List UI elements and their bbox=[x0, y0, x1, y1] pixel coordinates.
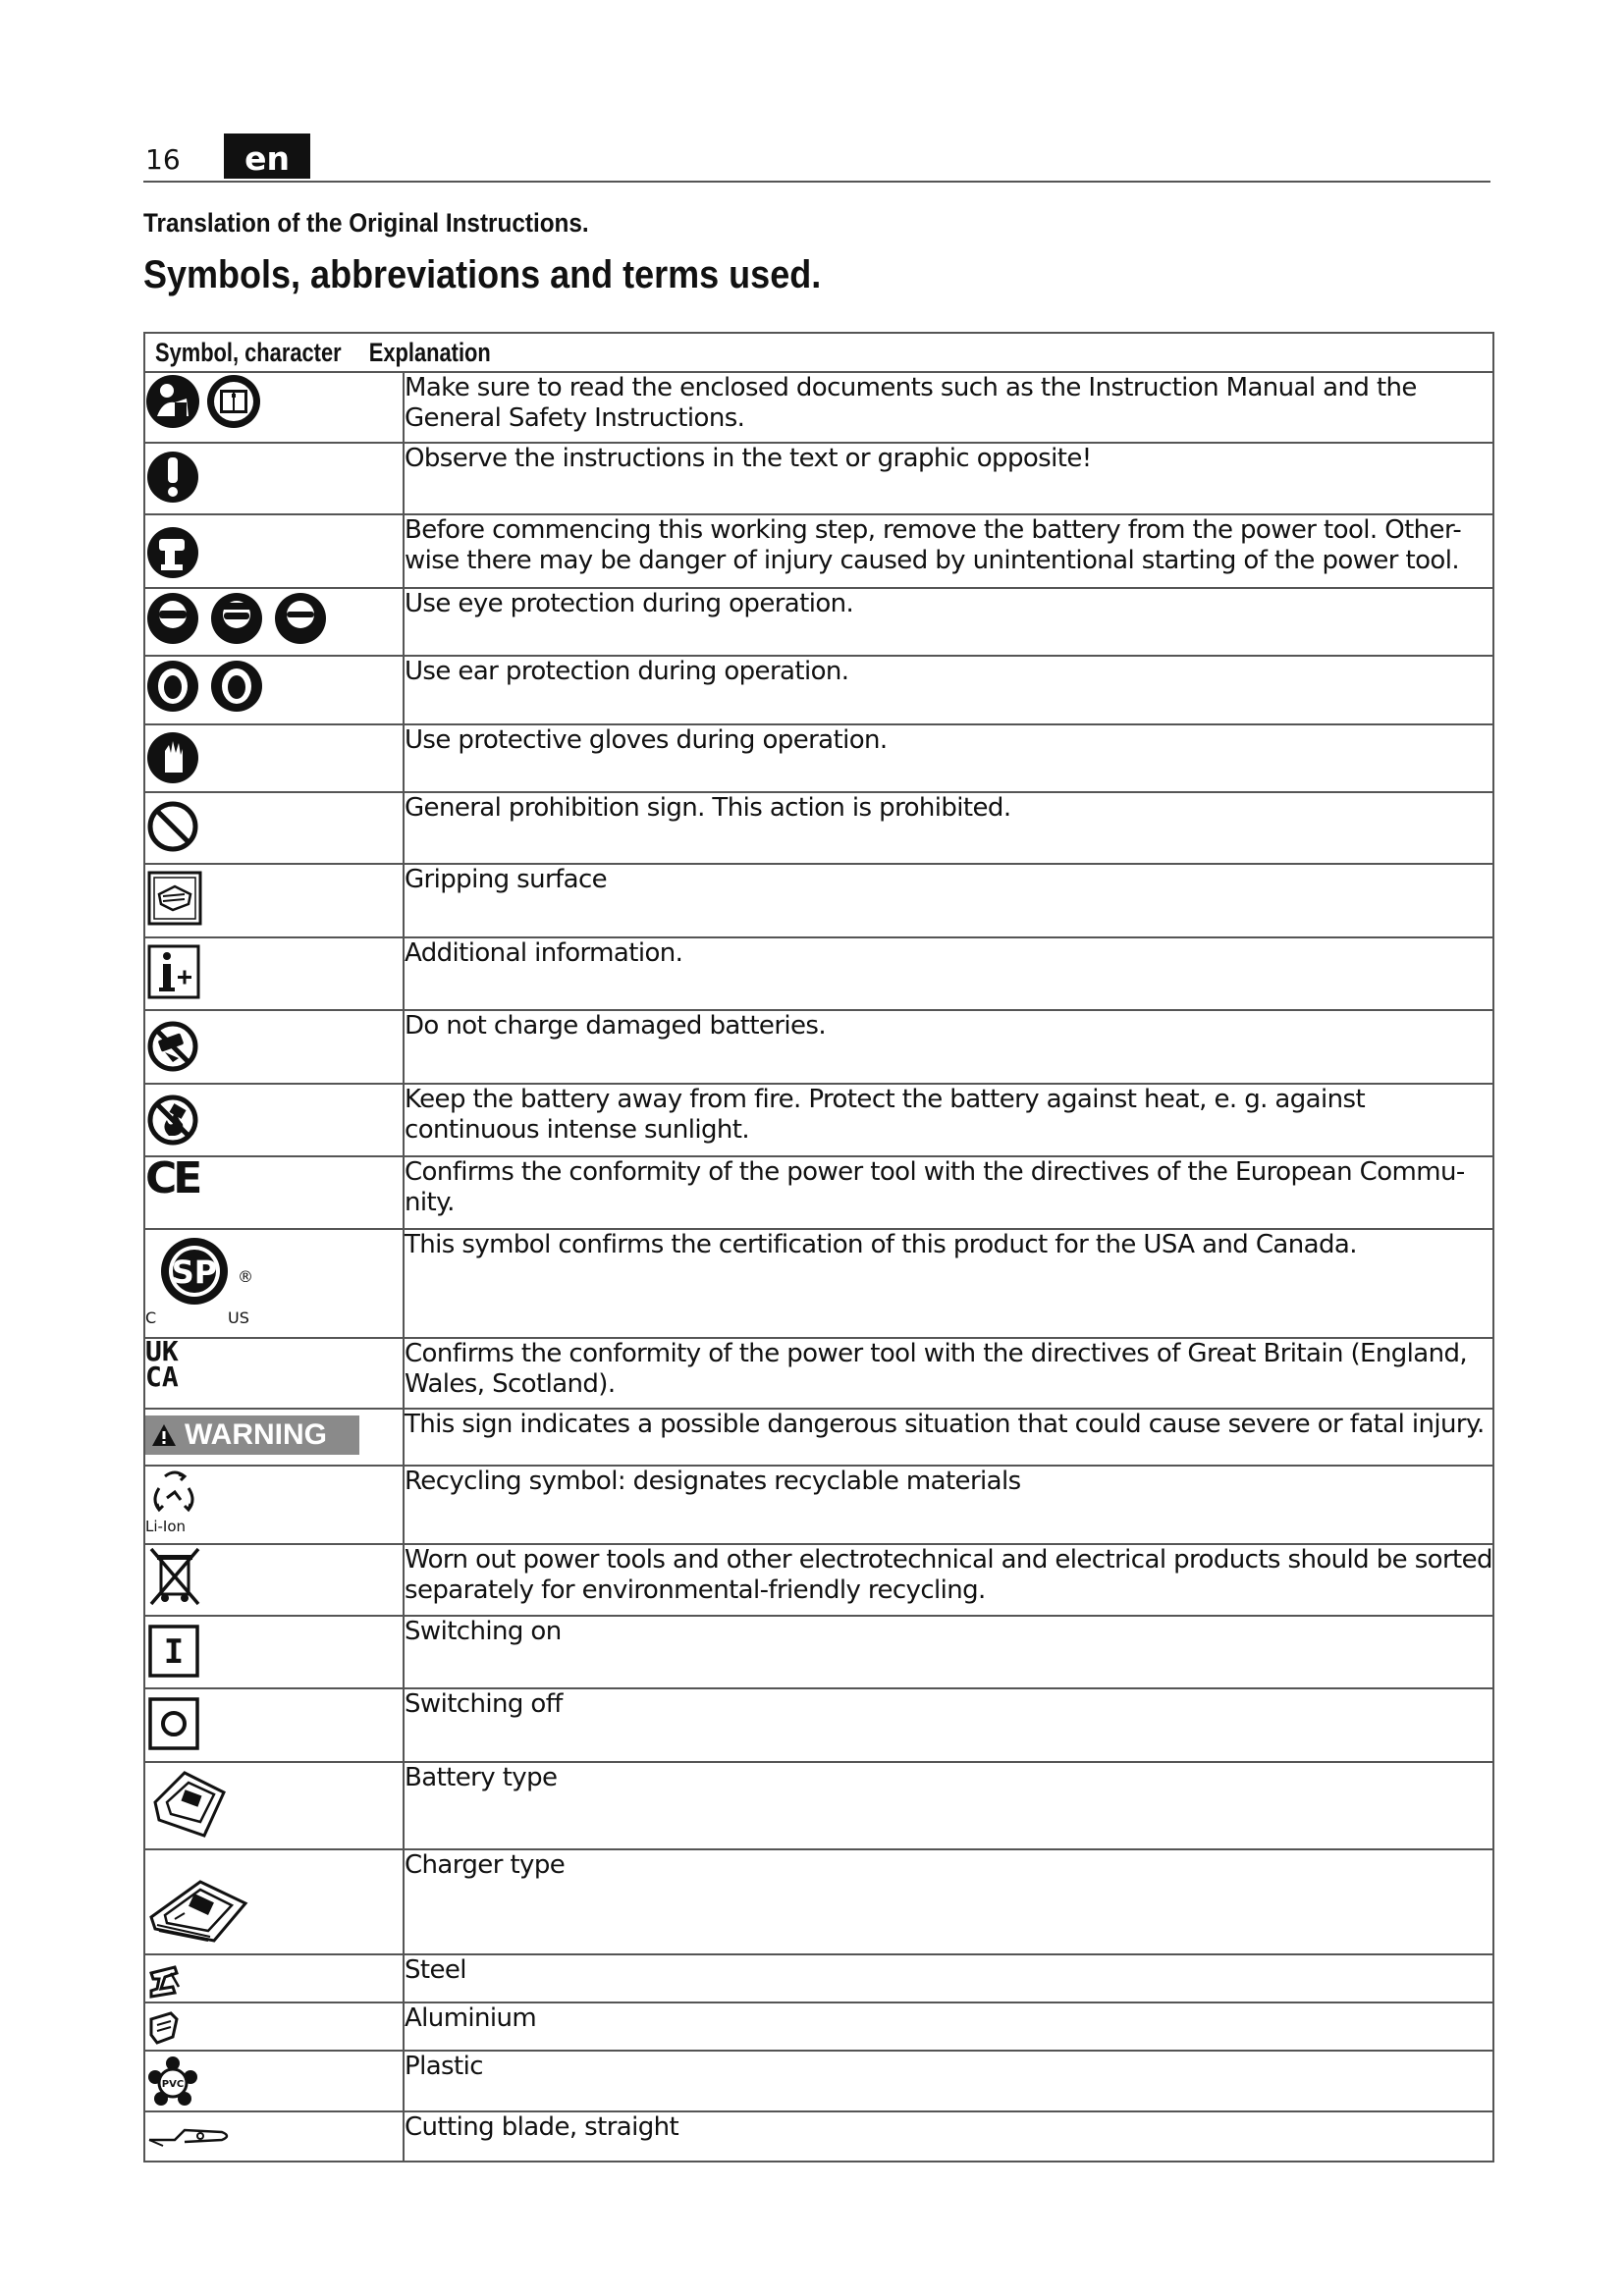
gripping-surface-icon bbox=[145, 865, 204, 928]
svg-text:I: I bbox=[163, 1632, 185, 1672]
document-subtitle: Translation of the Original Instructions. bbox=[143, 208, 589, 238]
table-row bbox=[144, 1229, 1493, 1338]
weee-bin-icon bbox=[145, 1545, 204, 1606]
explanation-cell: Before commencing this working step, remove the battery from the power tool. Other-wise there may be danger of injury caused by unintentional starting of the power tool. bbox=[404, 514, 1493, 588]
gloves-icon bbox=[145, 725, 200, 786]
table-row bbox=[144, 1409, 1493, 1466]
warning-label-icon: WARNING bbox=[145, 1415, 359, 1455]
explanation-cell: Use eye protection during operation. bbox=[404, 588, 1493, 656]
table-row bbox=[144, 2002, 1493, 2051]
explanation-cell: Battery type bbox=[404, 1762, 1493, 1849]
explanation-cell: General prohibition sign. This action is prohibited. bbox=[404, 792, 1493, 864]
table-row bbox=[144, 514, 1493, 588]
table-row bbox=[144, 656, 1493, 724]
table-row bbox=[144, 937, 1493, 1010]
explanation-cell: Do not charge damaged batteries. bbox=[404, 1010, 1493, 1084]
switch-on-icon bbox=[145, 1617, 204, 1680]
table-header-row bbox=[144, 333, 1493, 372]
table-row bbox=[144, 1084, 1493, 1156]
remove-battery-icon bbox=[145, 515, 200, 580]
explanation-cell: Gripping surface bbox=[404, 864, 1493, 937]
no-charge-damaged-battery-icon bbox=[145, 1011, 204, 1074]
table-row bbox=[144, 1156, 1493, 1229]
ce-mark-icon: CE bbox=[145, 1153, 199, 1203]
explanation-cell: Recycling symbol: designates recyclable materials bbox=[404, 1466, 1493, 1544]
prohibition-icon bbox=[145, 793, 204, 854]
table-row bbox=[144, 443, 1493, 514]
explanation-cell: Plastic bbox=[404, 2051, 1493, 2111]
table-row bbox=[144, 724, 1493, 792]
table-row bbox=[144, 1544, 1493, 1616]
explanation-cell: Aluminium bbox=[404, 2002, 1493, 2051]
explanation-cell: Switching off bbox=[404, 1688, 1493, 1762]
table-row bbox=[144, 588, 1493, 656]
table-row bbox=[144, 2111, 1493, 2162]
page-number: 16 bbox=[145, 143, 181, 176]
explanation-cell: Steel bbox=[404, 1954, 1493, 2002]
charger-type-icon bbox=[145, 1868, 251, 1947]
table-row bbox=[144, 1010, 1493, 1084]
column-header-explanation: Explanation bbox=[368, 338, 491, 367]
explanation-cell: Worn out power tools and other electrotechnical and electrical products should be sorted separately for environmental-friendly recycling. bbox=[404, 1544, 1493, 1616]
explanation-cell: This symbol confirms the certification of this product for the USA and Canada. bbox=[404, 1229, 1493, 1338]
table-row bbox=[144, 864, 1493, 937]
page-header bbox=[143, 132, 1490, 183]
explanation-cell: Make sure to read the enclosed documents such as the Instruction Manual and the General Safety Instructions. bbox=[404, 372, 1493, 443]
explanation-cell: Confirms the conformity of the power tool with the directives of the European Commu-nity. bbox=[404, 1156, 1493, 1229]
exclamation-mandatory-icon bbox=[145, 444, 200, 505]
explanation-cell: Confirms the conformity of the power tool with the directives of Great Britain (England, Wales, Scotland). bbox=[404, 1338, 1493, 1409]
ear-protection-icon bbox=[145, 657, 267, 714]
explanation-cell: Observe the instructions in the text or graphic opposite! bbox=[404, 443, 1493, 514]
cutting-blade-straight-icon bbox=[145, 2120, 234, 2150]
steel-icon bbox=[145, 1959, 185, 1999]
explanation-cell: Cutting blade, straight bbox=[404, 2111, 1493, 2162]
table-row bbox=[144, 372, 1493, 443]
explanation-cell: Switching on bbox=[404, 1616, 1493, 1688]
table-row bbox=[144, 792, 1493, 864]
plastic-pvc-icon bbox=[145, 2056, 204, 2110]
language-badge: en bbox=[224, 133, 310, 179]
table-row bbox=[144, 1466, 1493, 1544]
table-row bbox=[144, 1616, 1493, 1688]
recycling-li-ion-icon: Li-Ion bbox=[145, 1467, 214, 1537]
explanation-cell: Keep the battery away from fire. Protect the battery against heat, e. g. against continuous intense sunlight. bbox=[404, 1084, 1493, 1156]
switch-off-icon bbox=[145, 1689, 204, 1752]
table-row bbox=[144, 1338, 1493, 1409]
table-row bbox=[144, 1762, 1493, 1849]
svg-text:PVC: PVC bbox=[161, 2079, 185, 2090]
explanation-cell: Charger type bbox=[404, 1849, 1493, 1954]
table-row bbox=[144, 2051, 1493, 2111]
table-row bbox=[144, 1688, 1493, 1762]
table-row bbox=[144, 1954, 1493, 2002]
aluminium-icon bbox=[145, 2007, 185, 2047]
explanation-cell: Additional information. bbox=[404, 937, 1493, 1010]
csa-mark-icon: SP ® C US bbox=[145, 1230, 263, 1328]
table-row bbox=[144, 1849, 1493, 1954]
additional-info-icon bbox=[145, 938, 204, 1001]
explanation-cell: Use protective gloves during operation. bbox=[404, 724, 1493, 792]
explanation-cell: This sign indicates a possible dangerous situation that could cause severe or fatal injury. bbox=[404, 1409, 1493, 1466]
explanation-cell: Use ear protection during operation. bbox=[404, 656, 1493, 724]
eye-protection-icon bbox=[145, 589, 328, 646]
read-manual-icon bbox=[145, 373, 263, 430]
symbols-table bbox=[143, 332, 1494, 2163]
battery-type-icon bbox=[145, 1763, 240, 1842]
page-title: Symbols, abbreviations and terms used. bbox=[143, 253, 822, 296]
no-fire-battery-icon bbox=[145, 1085, 204, 1148]
ukca-mark-icon: UK CA bbox=[145, 1335, 179, 1393]
column-header-symbol: Symbol, character bbox=[155, 338, 342, 367]
svg-text:SP: SP bbox=[171, 1254, 218, 1291]
